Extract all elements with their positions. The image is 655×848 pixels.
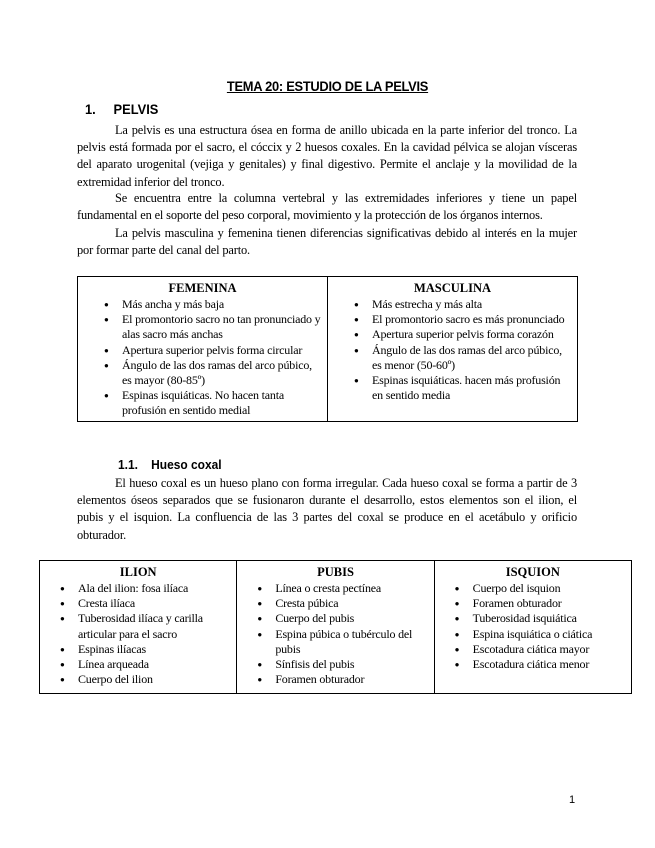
list-item: ● Línea arqueada: [56, 657, 230, 672]
column-header: PUBIS: [317, 565, 354, 579]
list-item: ● Apertura superior pelvis forma corazón: [350, 327, 571, 342]
list-item: ● Cuerpo del pubis: [253, 611, 427, 626]
list-item: ● Escotadura ciática mayor: [451, 642, 625, 657]
table-column-pubis: [237, 561, 434, 694]
list-item: ● Tuberosidad isquiática: [451, 611, 625, 626]
column-header: MASCULINA: [413, 281, 492, 295]
section-title: PELVIS: [113, 101, 159, 117]
coxal-parts-table: [39, 560, 632, 694]
paragraph-pelvis-location: Se encuentra entre la columna vertebral y las extremidades inferiores y tiene un papel fundamental en el soporte del peso corporal, movimiento y la protección de los órganos internos.: [77, 191, 577, 223]
list-item: ● El promontorio sacro no tan pronunciado y alas sacro más anchas: [100, 312, 321, 342]
column-header: FEMENINA: [168, 281, 237, 295]
column-header: ILION: [119, 565, 157, 579]
paragraph-pelvis-intro: La pelvis es una estructura ósea en forma de anillo ubicada en la parte inferior del tronco. La pelvis está formada por el sacro, el cóccix y 2 huesos coxales. En la cavidad pélvica se alojan vísceras del aparato urogenital (vejiga y genitales) y final digestivo. Permite el anclaje y la movilidad de la extremidad inferior del tronco.: [77, 123, 577, 189]
list-item: ● Cresta ilíaca: [56, 596, 230, 611]
list-item: ● Ángulo de las dos ramas del arco púbico, es menor (50-60º): [350, 343, 571, 373]
list-item: ● Cuerpo del isquion: [451, 581, 625, 596]
paragraph-pelvis-differences: La pelvis masculina y femenina tienen diferencias significativas debido al interés en la mujer por formar parte del canal del parto.: [77, 226, 577, 258]
table-column-masculina: [328, 277, 578, 422]
list-item: ● Sínfisis del pubis: [253, 657, 427, 672]
list-item: ● Más estrecha y más alta: [350, 297, 571, 312]
list-item: ● Foramen obturador: [253, 672, 427, 687]
table-column-femenina: [78, 277, 328, 422]
list-item: ● Más ancha y más baja: [100, 297, 321, 312]
paragraph-hueso-coxal: El hueso coxal es un hueso plano con forma irregular. Cada hueso coxal se forma a partir de 3 elementos óseos separados que se fusionaron durante el desarrollo, estos elementos son el ilion, el pubis y el isquion. La confluencia de las 3 partes del coxal se produce en el acetábulo y orificio obturador.: [77, 476, 577, 542]
list-item: ● Espina isquiática o ciática: [451, 627, 625, 642]
column-header: ISQUION: [505, 565, 560, 579]
list-item: ● Cresta púbica: [253, 596, 427, 611]
list-item: ● El promontorio sacro es más pronunciado: [350, 312, 571, 327]
pelvis-comparison-table: [77, 276, 578, 422]
list-item: ● Ala del ilion: fosa ilíaca: [56, 581, 230, 596]
list-item: ● Apertura superior pelvis forma circular: [100, 343, 321, 358]
table-column-isquion: [434, 561, 631, 694]
subsection-number: 1.1.: [118, 457, 138, 472]
list-item: ● Ángulo de las dos ramas del arco púbico, es mayor (80-85º): [100, 358, 321, 388]
list-item: ● Cuerpo del ilion: [56, 672, 230, 687]
list-item: ● Tuberosidad ilíaca y carilla articular para el sacro: [56, 611, 230, 641]
page-number: 1: [569, 794, 576, 806]
section-number: 1.: [85, 101, 96, 117]
document-title: TEMA 20: ESTUDIO DE LA PELVIS: [226, 78, 429, 94]
list-item: ● Espinas isquiáticas. hacen más profusión en sentido media: [350, 373, 571, 403]
table-column-ilion: [40, 561, 237, 694]
section-heading-pelvis: [85, 101, 158, 117]
list-item: ● Foramen obturador: [451, 596, 625, 611]
list-item: ● Escotadura ciática menor: [451, 657, 625, 672]
list-item: ● Espinas ilíacas: [56, 642, 230, 657]
list-item: ● Línea o cresta pectínea: [253, 581, 427, 596]
list-item: ● Espina púbica o tubérculo del pubis: [253, 627, 427, 657]
subsection-heading-hueso-coxal: [118, 457, 222, 472]
list-item: ● Espinas isquiáticas. No hacen tanta profusión en sentido medial: [100, 388, 321, 418]
subsection-title: Hueso coxal: [151, 457, 222, 472]
